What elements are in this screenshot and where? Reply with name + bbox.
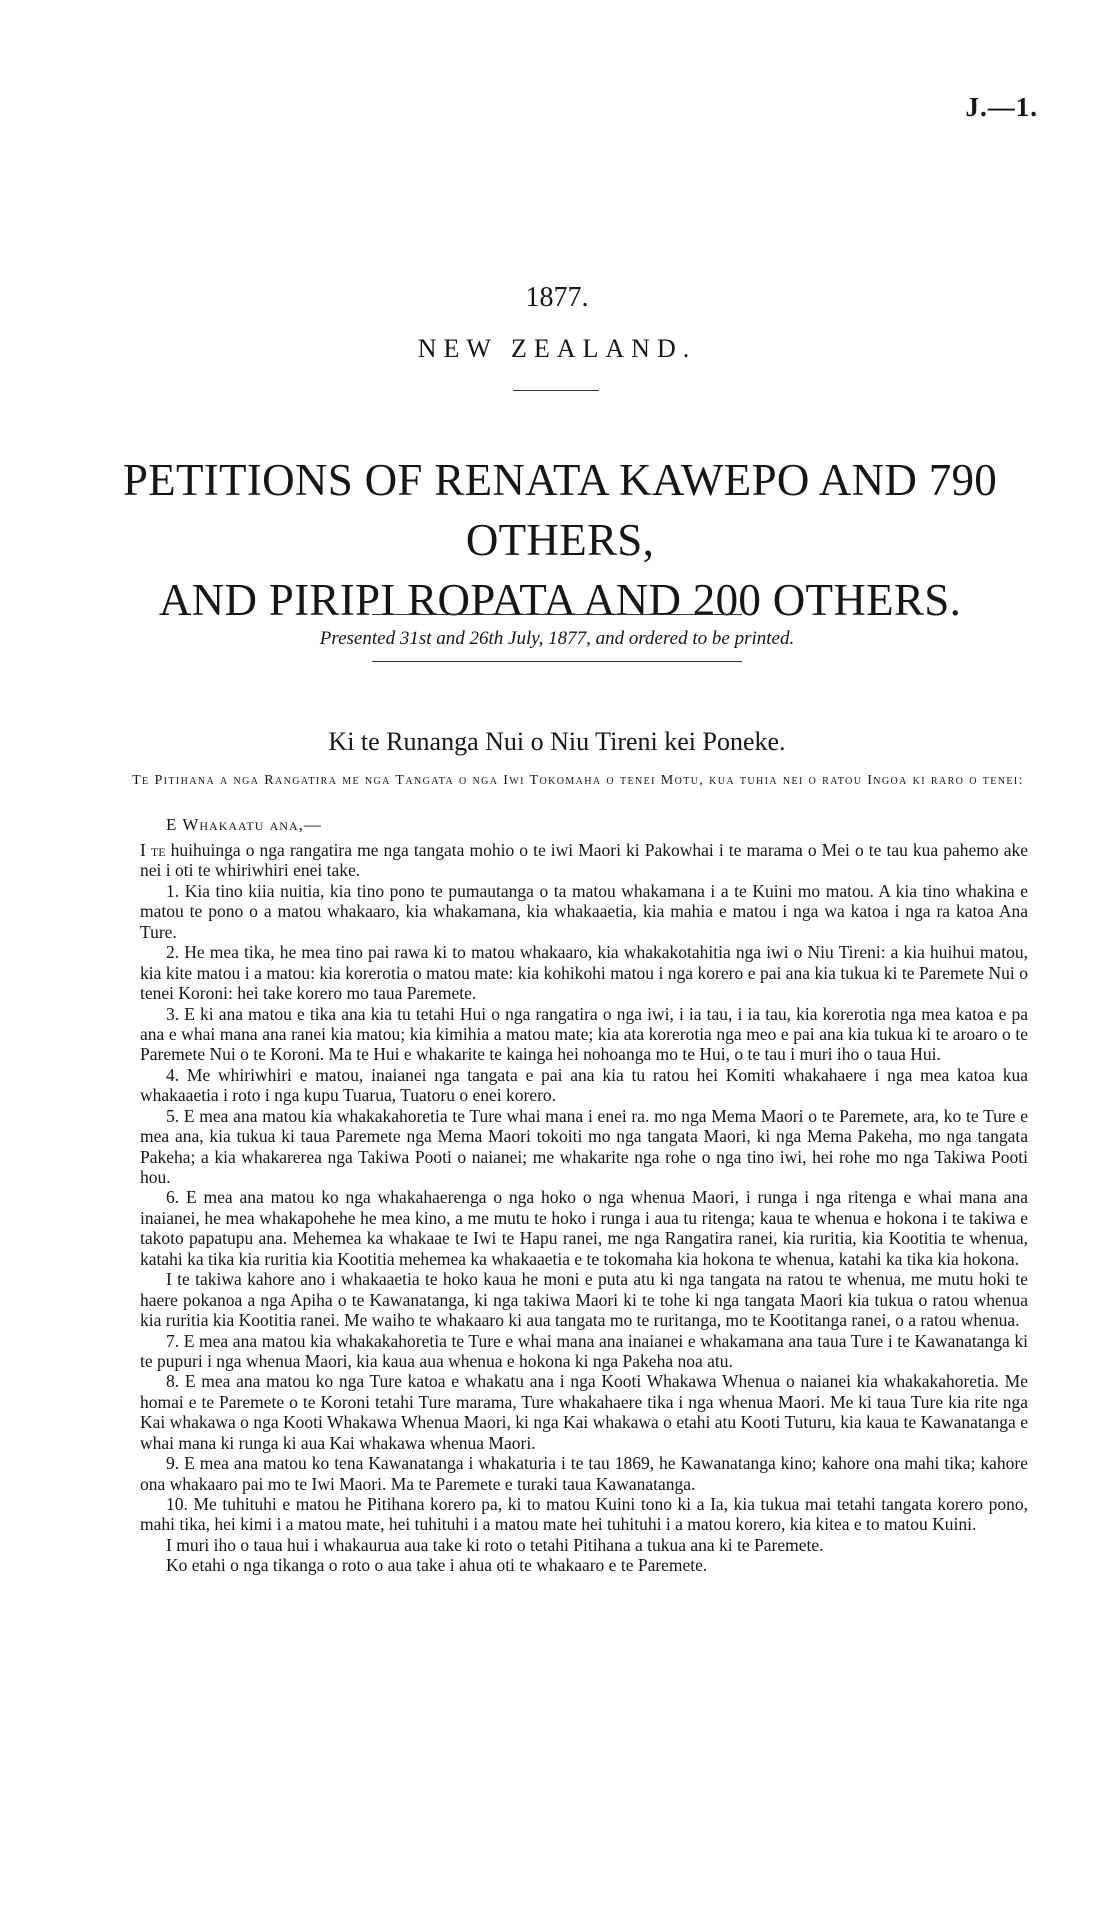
paragraph-text: 3. E ki ana matou e tika ana kia tu tetahi Hui o nga rangatira o nga iwi, i ia tau, i ia tau, kia korerotia nga mea katoa e pa ana e whai mana ana ranei kia matou; kia kimihia a matou mate; kia ata korerotia nga meo e pai ana kia tukua ki te aroaro o te Paremete Nui o te Koroni. Ma te Hui e whakarite te kainga hei nohoanga mo te Hui, o te tau i muri iho o taua Hui.: [140, 1003, 1028, 1065]
document-reference: J.—1.: [965, 92, 1038, 122]
divider-presented-top: [372, 614, 742, 615]
petition-paragraph: [140, 1187, 1028, 1269]
document-year: 1877.: [525, 282, 589, 313]
paragraph-text: I te takiwa kahore ano i whakaaetia te hoko kaua he moni e puta atu ki nga tangata na ratou te whenua, me mutu hoki te haere pokanoa a nga Apiha o te Kawanatanga, ki nga takiwa Maori ki te tohe ki nga tangata Maori kia tukua o ratou whenua kia ruritia kia Kootitia ranei. Me waiho te whakaaro ki aua tangata mo te ruritanga, mo te Kootitanga ranei, o a ratou whenua.: [140, 1269, 1028, 1330]
divider-presented-bottom: [372, 661, 742, 662]
paragraph-text: 1. Kia tino kiia nuitia, kia tino pono te pumautanga o ta matou whakamana i a te Kuini mo matou. A kia tino whakina e matou te pono o a matou whakaaro, kia whakamana, kia whakaaetia, kia mahia e matou i nga wa katoa i nga ra katoa Ana Ture.: [140, 880, 1028, 942]
paragraph-text: 7. E mea ana matou kia whakakahoretia te Ture e whai mana ana inaianei e whakamana ana taua Ture i te Kawanatanga ki te pupuri i nga whenua Maori, kia kaua aua whenua e hokona ki nga Pakeha noa atu.: [140, 1330, 1028, 1371]
divider-short: [513, 390, 599, 391]
paragraph-text: 5. E mea ana matou kia whakakahoretia te Ture whai mana i enei ra. mo nga Mema Maori o te Paremete, ara, ko te Ture e mea ana, kia tukua ki taua Paremete nga Mema Maori tokoiti mo nga tangata Maori, ki nga Mema Pakeha, mo nga tangata Pakeha; a kia whakarerea nga Takiwa Pooti o naianei; me whakarite nga rohe o nga tino iwi, hei rohe mo nga Takiwa Pooti hou.: [140, 1105, 1028, 1187]
paragraph-text: Ko etahi o nga tikanga o roto o aua take i ahua oti te whakaaro e te Paremete.: [166, 1555, 708, 1576]
paragraph-text: 9. E mea ana matou ko tena Kawanatanga i whakaturia i te tau 1869, he Kawanatanga kino; kahore ona mahi tika; kahore ona whakaaro pai mo te Iwi Maori. Ma te Paremete e turaki taua Kawanatanga.: [140, 1453, 1028, 1494]
address-heading: Ki te Runanga Nui o Niu Tireni kei Poneke.: [328, 727, 786, 756]
paragraph-text: I muri iho o taua hui i whakaurua aua take ki roto o tetahi Pitihana a tukua ana ki te Paremete.: [166, 1534, 824, 1555]
title-line-1: PETITIONS OF RENATA KAWEPO AND 790 OTHERS,: [122, 455, 998, 565]
petition-paragraph: [140, 1453, 1028, 1494]
petition-paragraph: [140, 1371, 1028, 1453]
paragraph-text: 6. E mea ana matou ko nga whakahaerenga o nga hoko o nga whenua Maori, i runga i nga ritenga e whai mana ana inaianei, he mea whakapohehe he mea kino, a me mutu te hoko i runga i aua tu ritenga; kaua te whenua e hokona i te takiwa e takoto papatupu ana. Mehemea ka whakaae te Iwi te Hapu ranei, me nga Rangatira ranei, kia ruritia, kia Kootitia te whenua, katahi ka tika kia ruritia kia Kootitia mehemea ka whakaaetia e te tokomaha kia hokona te whenua, katahi ka tika kia hokona.: [140, 1187, 1028, 1269]
salutation: E Whakaatu ana,—: [166, 815, 322, 834]
petition-paragraph: [140, 1065, 1028, 1106]
petition-paragraph: [140, 1494, 1028, 1535]
petition-body: [140, 840, 1028, 1576]
paragraph-text: 10. Me tuhituhi e matou he Pitihana korero pa, ki to matou Kuini tono ki a Ia, kia tukua mai tetahi tangata korero pono, mahi tika, hei kimi i a matou mate, hei tuhituhi i a matou mate hei tuhituhi i a matou korero, kia kitea e to matou Kuini.: [140, 1494, 1028, 1535]
petition-subtitle: Te Pitihana a nga Rangatira me nga Tangata o nga Iwi Tokomaha o tenei Motu, kua tuhia nei o ratou Ingoa ki raro o tenei:: [132, 773, 1024, 788]
petition-paragraph: [140, 881, 1028, 942]
document-country: NEW ZEALAND.: [417, 334, 697, 363]
presented-note: Presented 31st and 26th July, 1877, and ordered to be printed.: [319, 628, 795, 649]
document-title: [60, 450, 1060, 630]
paragraph-text: 2. He mea tika, he mea tino pai rawa ki to matou whakaaro, kia whakakotahitia nga iwi o Niu Tireni: a kia huihui matou, kia kite matou i a matou: kia korerotia o matou mate: kia kohikohi matou i nga korero e pai ana kia tukua ki te Paremete Nui o tenei Koroni: hei take korero mo taua Paremete.: [140, 942, 1028, 1004]
petition-paragraph: [140, 1555, 1028, 1575]
petition-paragraph: [140, 1269, 1028, 1330]
petition-paragraph: [140, 942, 1028, 1003]
petition-paragraph: [140, 1004, 1028, 1065]
petition-paragraph: [140, 1106, 1028, 1188]
paragraph-text: 4. Me whiriwhiri e matou, inaianei nga tangata e pai ana kia tu ratou hei Komiti whakahaere i nga mea katoa kua whakaaetia i roto i nga kupu Tuarua, Tuatoru o enei korero.: [140, 1064, 1028, 1106]
paragraph-text: 8. E mea ana matou ko nga Ture katoa e whakatu ana i nga Kooti Whakawa Whenua o naianei kia whakakahoretia. Me homai e te Paremete o te Koroni tetahi Ture marama, Ture whakahaere tika i nga whenua Maori. Me ki taua Ture kia rite nga Kai whakawa o nga Kooti Whakawa Whenua Maori, ki nga Kai whakawa o etahi atu Kooti Tuturu, kia kaua te Kawanatanga e whai mana ki runga ki aua Kai whakawa whenua Maori.: [140, 1371, 1028, 1453]
paragraph-text: huihuinga o nga rangatira me nga tangata mohio o te iwi Maori ki Pakowhai i te marama o Mei o te tau kua pahemo ake nei i oti te whiriwhiri enei take.: [140, 840, 1028, 881]
petition-paragraph: [140, 1331, 1028, 1372]
petition-paragraph: [140, 1535, 1028, 1555]
title-line-2: AND PIRIPI ROPATA AND 200 OTHERS.: [158, 575, 962, 625]
petition-paragraph: [140, 840, 1028, 881]
paragraph-lead: I te: [140, 840, 166, 860]
